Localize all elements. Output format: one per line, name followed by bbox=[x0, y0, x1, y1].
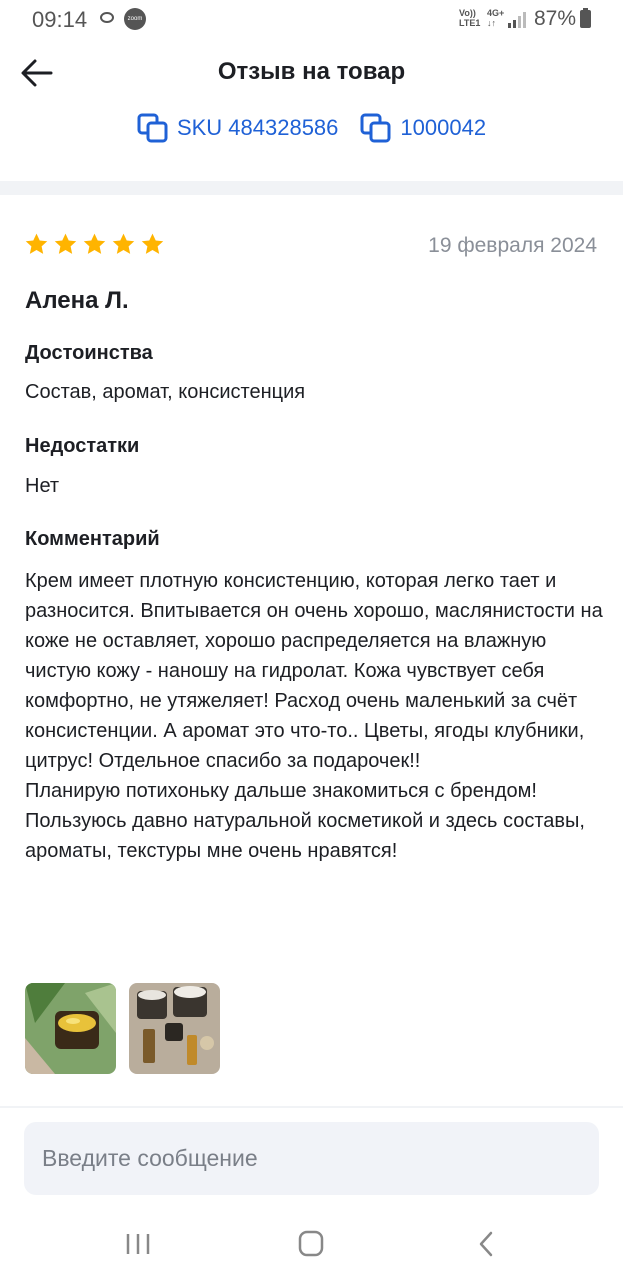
recent-apps-icon[interactable] bbox=[118, 1229, 158, 1259]
page-title: Отзыв на товар bbox=[217, 58, 406, 85]
section-divider bbox=[0, 181, 623, 195]
battery-icon bbox=[580, 10, 591, 28]
review-photo-1[interactable] bbox=[25, 983, 116, 1074]
status-time: 09:14 bbox=[32, 7, 88, 32]
back-nav-icon[interactable] bbox=[466, 1229, 506, 1259]
star-icon bbox=[82, 232, 107, 257]
review-photos bbox=[25, 983, 220, 1074]
review-photo-2[interactable] bbox=[129, 983, 220, 1074]
battery-percent: 87% bbox=[534, 7, 577, 30]
star-icon bbox=[111, 232, 136, 257]
star-icon bbox=[140, 232, 165, 257]
pros-title: Достоинства bbox=[25, 342, 153, 364]
copy-icon bbox=[137, 113, 169, 143]
network-line-1: 4G+ bbox=[487, 8, 505, 18]
cons-text: Нет bbox=[25, 475, 60, 497]
comment-title: Комментарий bbox=[25, 528, 160, 550]
volte-line-1: Vo)) bbox=[459, 8, 476, 18]
review-author: Алена Л. bbox=[25, 287, 129, 314]
sku-label: SKU 484328586 bbox=[176, 115, 339, 140]
network-line-2: ↓↑ bbox=[487, 18, 496, 28]
cons-title: Недостатки bbox=[25, 435, 140, 457]
status-bar bbox=[0, 0, 623, 40]
identifiers-row bbox=[0, 112, 623, 144]
copy-sku-button[interactable] bbox=[137, 112, 338, 144]
copy-icon bbox=[360, 113, 392, 143]
message-input[interactable] bbox=[24, 1122, 599, 1195]
volte-line-2: LTE1 bbox=[459, 18, 481, 28]
star-icon bbox=[24, 232, 49, 257]
pros-text: Состав, аромат, консистенция bbox=[25, 381, 306, 403]
input-divider bbox=[0, 1106, 623, 1108]
zoom-app-icon: zoom bbox=[124, 8, 146, 30]
comment-text: Крем имеет плотную консистенцию, которая легко тает и разносится. Впитывается он очень хорошо, маслянистости на коже не оставляет, хорошо распределяется на влажную чистую кожу - наношу на гидролат. Кожа чувствует себя комфортно, не утяжеляет! Расход очень маленький за счёт консистенции. А аромат это что-то.. Цветы, ягоды клубники, цитрус! Отдельное спасибо за подарочек!! Планирую потихоньку дальше знакомиться с брендом! Пользуюсь давно натуральной косметикой и здесь составы, ароматы, текстуры мне очень нравятся! bbox=[25, 570, 603, 862]
volte-indicator bbox=[459, 8, 480, 28]
network-indicator bbox=[487, 8, 504, 28]
copy-id-button[interactable] bbox=[360, 112, 486, 144]
signal-icon bbox=[508, 10, 528, 28]
system-nav-bar bbox=[0, 1215, 623, 1280]
home-icon[interactable] bbox=[291, 1229, 331, 1259]
id-label: 1000042 bbox=[400, 115, 487, 140]
rating-stars bbox=[24, 232, 165, 257]
star-icon bbox=[53, 232, 78, 257]
review-date: 19 февраля 2024 bbox=[428, 234, 597, 257]
loop-icon bbox=[100, 12, 114, 23]
